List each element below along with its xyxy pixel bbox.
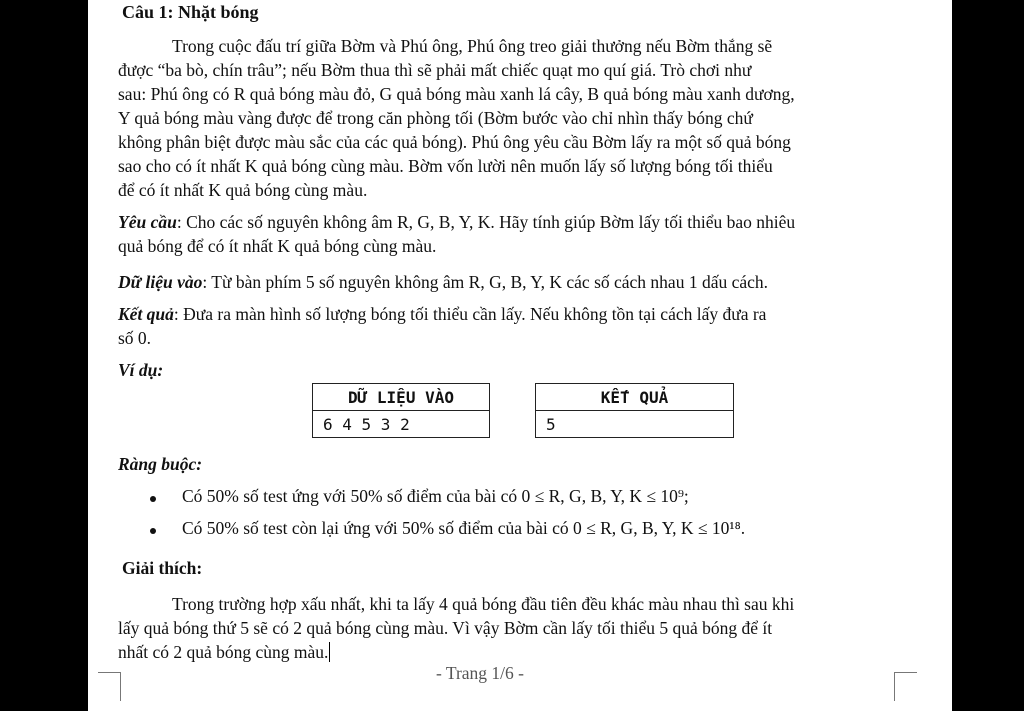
requirement-label: Yêu cầu: [118, 212, 177, 232]
explanation-label: Giải thích:: [122, 558, 203, 578]
output-line: [118, 302, 766, 326]
input-table-value: 6 4 5 3 2: [313, 411, 490, 438]
intro-line: được “ba bò, chín trâu”; nếu Bờm thua thì sẽ phải mất chiếc quạt mo quí giá. Trò chơi như: [118, 60, 752, 80]
text-cursor: [329, 642, 330, 662]
input-line: [118, 270, 768, 294]
constraints-label: Ràng buộc:: [118, 454, 203, 474]
bullet-icon: [150, 496, 156, 502]
explanation-line: nhất có 2 quả bóng cùng màu.: [118, 642, 329, 662]
example-label: Ví dụ:: [118, 360, 164, 380]
output-table-value: 5: [536, 411, 734, 438]
output-text: : Đưa ra màn hình số lượng bóng tối thiểu cần lấy. Nếu không tồn tại cách lấy đưa ra: [173, 304, 767, 324]
intro-line: sau: Phú ông có R quả bóng màu đỏ, G quả bóng màu xanh lá cây, B quả bóng màu xanh dương,: [118, 84, 795, 104]
intro-line: sao cho có ít nhất K quả bóng cùng màu. Bờm vốn lười nên muốn lấy số lượng bóng tối thiểu: [118, 156, 773, 176]
explanation-last-line: [118, 640, 330, 664]
problem-title: Câu 1: Nhặt bóng: [122, 2, 259, 22]
requirement-text: : Cho các số nguyên không âm R, G, B, Y, K. Hãy tính giúp Bờm lấy tối thiểu bao nhiêu: [176, 212, 796, 232]
input-table-header: DỮ LIỆU VÀO: [313, 384, 490, 411]
requirement-line: [118, 210, 795, 234]
intro-line: để có ít nhất K quả bóng cùng màu.: [118, 180, 368, 200]
constraint-item: Có 50% số test còn lại ứng với 50% số điểm của bài có 0 ≤ R, G, B, Y, K ≤ 10¹⁸.: [182, 518, 746, 538]
output-label: Kết quả: [118, 304, 174, 324]
page-footer: - Trang 1/6 -: [436, 663, 524, 683]
page-corner-mark-left: [98, 672, 121, 701]
explanation-line: lấy quả bóng thứ 5 sẽ có 2 quả bóng cùng màu. Vì vậy Bờm cần lấy tối thiểu 5 quả bóng để ít: [118, 618, 773, 638]
intro-line: Trong cuộc đấu trí giữa Bờm và Phú ông, Phú ông treo giải thưởng nếu Bờm thắng sẽ: [172, 36, 773, 56]
input-label: Dữ liệu vào: [118, 272, 203, 292]
explanation-line: Trong trường hợp xấu nhất, khi ta lấy 4 quả bóng đầu tiên đều khác màu nhau thì sau khi: [172, 594, 795, 614]
example-input-table: [312, 383, 490, 438]
intro-line: không phân biệt được màu sắc của các quả bóng). Phú ông yêu cầu Bờm lấy ra một số quả bóng: [118, 132, 791, 152]
document-page: [88, 0, 952, 711]
requirement-line-2: quả bóng để có ít nhất K quả bóng cùng màu.: [118, 236, 437, 256]
intro-line: Y quả bóng màu vàng được để trong căn phòng tối (Bờm bước vào chỉ nhìn thấy bóng chứ: [118, 108, 753, 128]
bullet-icon: [150, 528, 156, 534]
example-output-table: [535, 383, 734, 438]
output-table-header: KẾT QUẢ: [536, 384, 734, 411]
output-line-2: số 0.: [118, 328, 152, 348]
page-corner-mark-right: [894, 672, 917, 701]
input-text: : Từ bàn phím 5 số nguyên không âm R, G, B, Y, K các số cách nhau 1 dấu cách.: [202, 272, 769, 292]
constraint-item: Có 50% số test ứng với 50% số điểm của bài có 0 ≤ R, G, B, Y, K ≤ 10⁹;: [182, 486, 689, 506]
